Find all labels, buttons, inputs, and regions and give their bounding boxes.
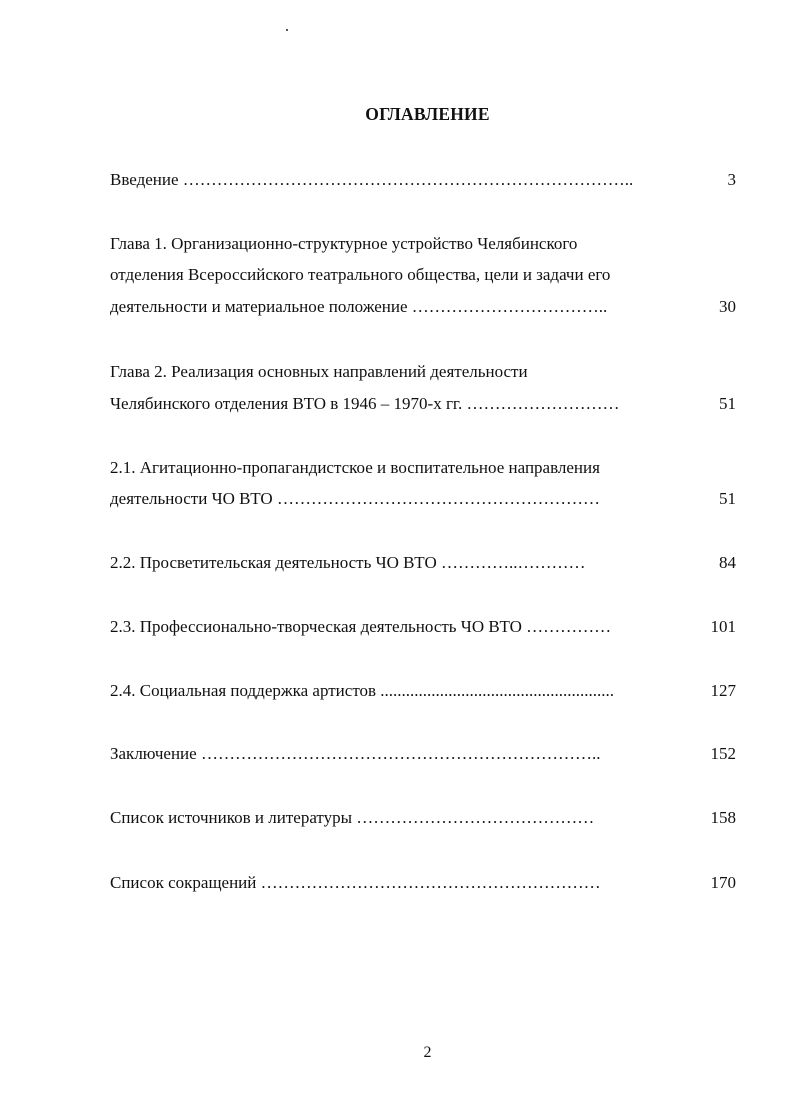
toc-entry-chapter2-line2: Челябинского отделения ВТО в 1946 – 1970-х гг. ……………………… [110,394,620,413]
toc-entry-chapter2-line1: Глава 2. Реализация основных направлений деятельности [110,362,528,381]
page-number: 2 [423,1044,432,1061]
toc-entry-chapter1-line3: деятельности и материальное положение …………………………….. [110,297,608,316]
toc-page-chapter1: 30 [719,297,736,316]
toc-entry-chapter1-line2: отделения Всероссийского театрального общества, цели и задачи его [110,265,611,284]
toc-page-intro: 3 [727,170,736,189]
toc-entry-abbreviations: Список сокращений …………………………………………………… [110,873,601,892]
toc-page-abbreviations: 170 [710,873,736,892]
toc-entry-section-2-1-line2: деятельности ЧО ВТО ………………………………………………… [110,489,600,508]
toc-entry-section-2-4: 2.4. Социальная поддержка артистов ....................................................... [110,681,615,700]
toc-page-section-2-1: 51 [719,489,736,508]
toc-entry-section-2-3: 2.3. Профессионально-творческая деятельность ЧО ВТО …………… [110,617,612,636]
page-title: ОГЛАВЛЕНИЕ [365,104,490,124]
toc-page-sources: 158 [710,808,736,827]
scan-speck [286,29,288,31]
toc-entry-chapter1-line1: Глава 1. Организационно-структурное устройство Челябинского [110,234,578,253]
toc-page-section-2-3: 101 [710,617,736,636]
toc-entry-section-2-1-line1: 2.1. Агитационно-пропагандистское и воспитательное направления [110,458,600,477]
toc-page-section-2-4: 127 [710,681,736,700]
toc-entry-conclusion: Заключение …………………………………………………………….. [110,744,601,763]
toc-entry-section-2-2: 2.2. Просветительская деятельность ЧО ВТО …………..………… [110,553,586,572]
toc-page-chapter2: 51 [719,394,736,413]
toc-page-section-2-2: 84 [719,553,736,572]
toc-entry-intro: Введение …………………………………………………………………….. [110,170,634,189]
toc-page-conclusion: 152 [710,744,736,763]
toc-entry-sources: Список источников и литературы …………………………………… [110,808,595,827]
